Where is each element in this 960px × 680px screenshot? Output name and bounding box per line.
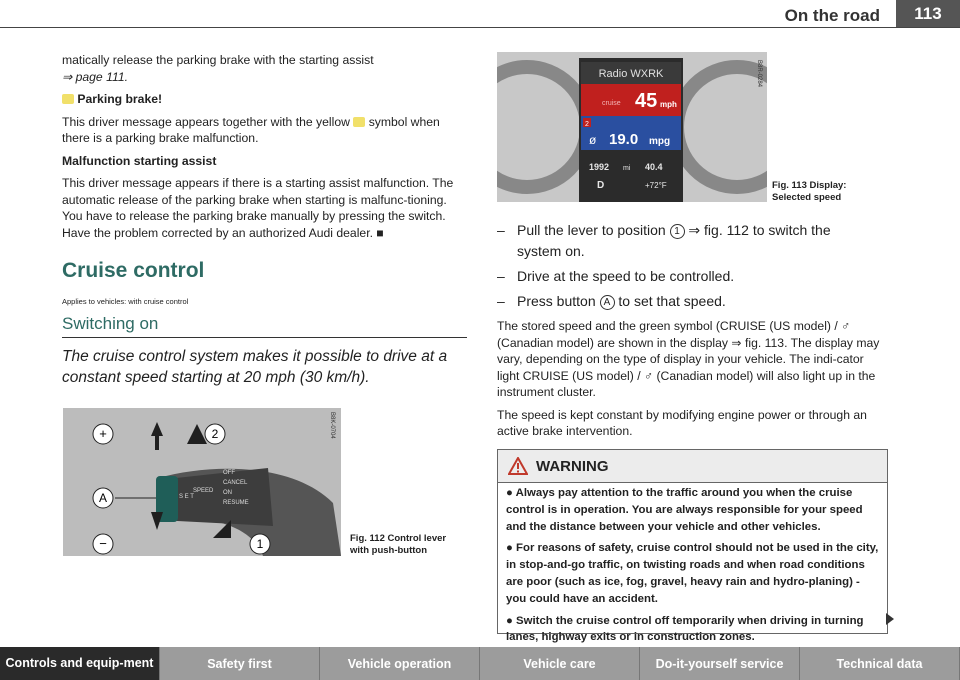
step-text: ⇒ fig. 112 to switch the system on. — [517, 222, 831, 259]
warning-item: ● Always pay attention to the traffic around you when the cruise control is in operation. You are always responsible for your speed and the distance between your vehicle and other vehicles. — [506, 487, 863, 533]
continue-arrow-icon — [886, 613, 894, 625]
step-text: to set that speed. — [618, 293, 726, 309]
page-reference-link[interactable]: ⇒ page 111. — [62, 69, 129, 84]
button-a-marker: A — [600, 295, 615, 310]
figure-code: B8K-0704 — [329, 412, 335, 439]
figure-code: B8R-0284 — [756, 60, 762, 88]
parking-brake-icon — [62, 94, 74, 104]
speed-unit: mph — [660, 100, 677, 109]
continued-text: matically release the parking brake with the starting assist — [62, 53, 374, 67]
tab-vehicle-operation[interactable]: Vehicle operation — [320, 647, 480, 680]
avg-symbol: ø — [589, 133, 597, 147]
warning-title: WARNING — [536, 457, 609, 475]
trip-number: 2 — [585, 121, 589, 128]
trip-distance: 40.4 — [645, 162, 663, 172]
display-paragraph: The stored speed and the green symbol (CRUISE (US model) / ♂ (Canadian model) are shown in the display ⇒ fig. 113. The display may vary, depending on the type of display in your vehicle. The indi-cator light CRUISE (US model) / ♂ (Canadian model) will also light up in the instrument cluster. — [497, 319, 880, 399]
warning-box — [497, 449, 888, 644]
tab-technical-data[interactable]: Technical data — [800, 647, 960, 680]
set-speed: 45 — [635, 90, 658, 112]
warning-triangle-icon — [508, 457, 528, 475]
applies-to-note: Applies to vehicles: with cruise control — [62, 296, 189, 306]
step-text: Drive at the speed to be controlled. — [517, 268, 735, 284]
intro-text: The cruise control system makes it possible to drive at a constant speed starting at 20 mph (30 km/h). — [62, 347, 448, 386]
tab-controls-and-equipment[interactable]: Controls and equip-ment — [0, 647, 160, 680]
odometer: 1992 — [589, 162, 610, 172]
parking-brake-heading — [62, 91, 467, 108]
cruise-label: cruise — [602, 100, 621, 107]
lever-set-label: S E T — [179, 494, 194, 500]
page-number: 113 — [896, 0, 960, 27]
warning-item: ● Switch the cruise control off temporarily when driving in turning lanes, highway exits or in construction zones. — [506, 614, 864, 644]
caption-text: Display: Selected speed — [772, 180, 847, 203]
instruction-list — [497, 220, 867, 316]
label-minus: − — [99, 536, 107, 551]
step-text: Press button — [517, 293, 596, 309]
section-title: Cruise control — [62, 259, 205, 282]
header-rule — [0, 27, 960, 28]
gear-indicator: D — [597, 180, 605, 191]
caption-number: Fig. 113 — [772, 180, 807, 191]
warning-body — [498, 483, 887, 653]
parking-brake-title: Parking brake! — [77, 92, 163, 106]
tab-vehicle-care[interactable]: Vehicle care — [480, 647, 640, 680]
subsection-title: Switching on — [62, 316, 467, 338]
outside-temp: +72°F — [645, 181, 667, 190]
label-a: A — [98, 491, 108, 505]
radio-station: Radio WXRK — [598, 68, 664, 80]
step-text: Pull the lever to position — [517, 222, 666, 238]
lever-off-label: OFF — [223, 470, 235, 476]
list-item: – Drive at the speed to be controlled. — [497, 266, 867, 287]
list-item: – Press button A to set that speed. — [497, 293, 726, 309]
malfunction-text: This driver message appears if there is a starting assist malfunction. The automatic release of the parking brake when starting is malfunc-tioning. You have to release the parking brake manually by pressing the switch. Have the problem corrected by an authorized Audi dealer. ■ — [62, 176, 454, 240]
left-column — [62, 52, 467, 394]
parking-brake-text — [62, 114, 467, 147]
chapter-nav — [0, 647, 960, 680]
parking-text-a: This driver message appears together with the yellow — [62, 114, 350, 129]
caption-text: Control lever with push-button — [350, 533, 447, 556]
fig-113-display — [497, 52, 767, 202]
fig-112-illustration — [63, 408, 341, 556]
label-1: 1 — [256, 537, 264, 551]
continued-paragraph — [62, 52, 467, 85]
odometer-unit: mi — [623, 165, 631, 172]
right-column — [497, 318, 885, 446]
tab-do-it-yourself-service[interactable]: Do-it-yourself service — [640, 647, 800, 680]
lever-speed-label: SPEED — [193, 488, 214, 494]
speed-paragraph: The speed is kept constant by modifying engine power or through an active brake intervention. — [497, 407, 867, 438]
lever-on-label: ON — [223, 490, 232, 496]
label-plus: + — [99, 426, 107, 441]
list-item: – Pull the lever to position 1 ⇒ fig. 112 to switch the system on. — [497, 222, 831, 259]
lever-resume-label: RESUME — [223, 500, 249, 506]
parking-brake-icon — [353, 117, 365, 127]
malfunction-heading: Malfunction starting assist — [62, 153, 217, 168]
running-header-title: On the road — [784, 6, 880, 25]
position-1-marker: 1 — [670, 224, 685, 239]
fig-112-caption — [350, 533, 460, 557]
mpg-unit: mpg — [649, 136, 671, 147]
tab-safety-first[interactable]: Safety first — [160, 647, 320, 680]
caption-number: Fig. 112 — [350, 533, 385, 544]
fig-113-caption — [772, 180, 882, 204]
mpg-value: 19.0 — [609, 131, 639, 148]
parking-text-b: symbol when there is a parking brake malfunction. — [62, 114, 440, 145]
lever-cancel-label: CANCEL — [223, 480, 248, 486]
warning-header — [498, 450, 887, 483]
warning-item: ● For reasons of safety, cruise control should not be used in the city, in stop-and-go traffic, on twisting roads and when road conditions are poor (such as ice, fog, gravel, heavy rain and hydro-planing) - you could have an accident. — [506, 542, 879, 605]
label-2: 2 — [211, 427, 219, 441]
